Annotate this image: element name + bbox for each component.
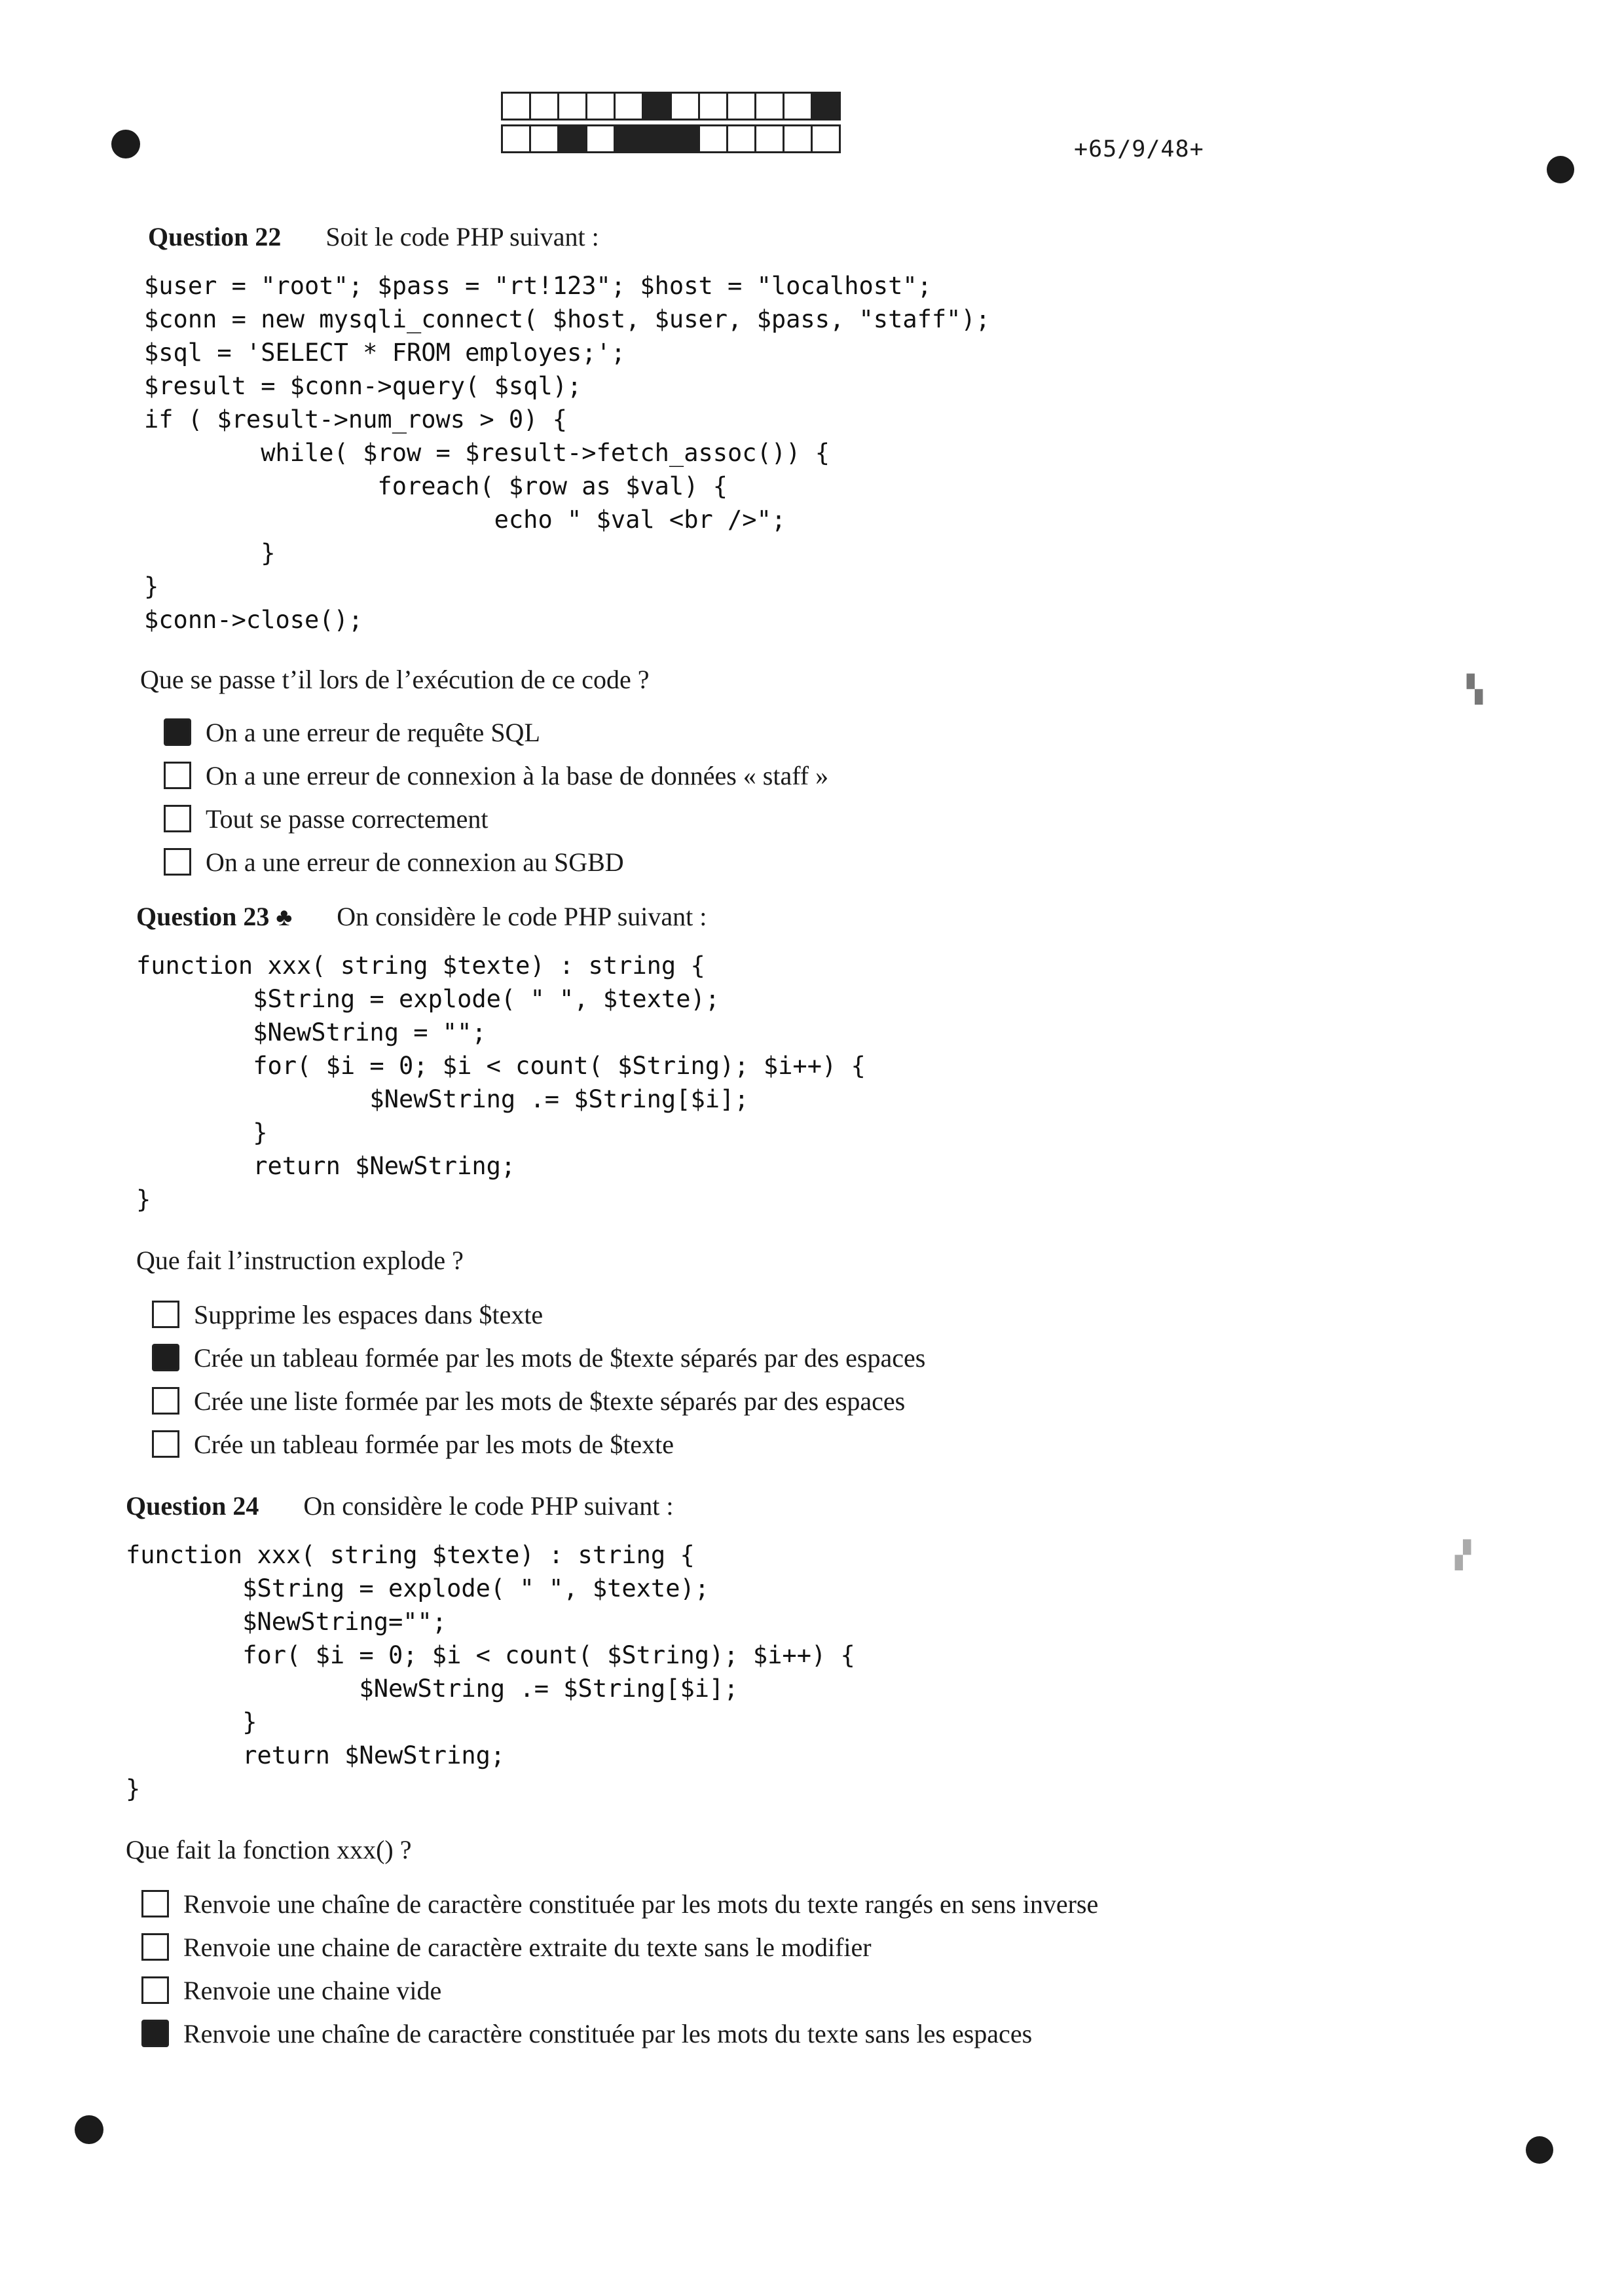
question-title: Question 24 <box>126 1491 259 1521</box>
checkbox[interactable] <box>164 718 191 746</box>
question-22 <box>140 221 1523 883</box>
answer-choice[interactable] <box>123 1969 1501 2012</box>
question-23 <box>136 901 1511 1466</box>
question-header <box>126 1491 1501 1521</box>
barcode-cell <box>698 124 728 153</box>
barcode-cell <box>614 92 644 120</box>
answer-label: Renvoie une chaine vide <box>183 1975 442 2005</box>
answer-choice[interactable] <box>134 1422 1511 1466</box>
answer-list <box>134 1293 1511 1466</box>
question-header <box>136 901 1511 932</box>
barcode-cell <box>726 92 756 120</box>
answer-choice[interactable] <box>145 711 1523 754</box>
checkbox[interactable] <box>152 1344 179 1371</box>
question-header <box>148 221 1523 252</box>
corner-mark-top-right <box>1547 156 1574 183</box>
answer-choice[interactable] <box>134 1336 1511 1379</box>
scan-speck: ▚ <box>1467 675 1483 705</box>
barcode-cell <box>585 92 616 120</box>
barcode-cell <box>726 124 756 153</box>
answer-label: Renvoie une chaîne de caractère constituée par les mots du texte rangés en sens inverse <box>183 1889 1099 1919</box>
barcode-cell <box>557 92 587 120</box>
corner-mark-bottom-left <box>75 2115 103 2144</box>
exam-id: +65/9/48+ <box>1074 136 1204 162</box>
barcode-cell <box>783 92 813 120</box>
barcode-cell <box>585 124 616 153</box>
barcode-cell <box>811 92 841 120</box>
answer-label: Renvoie une chaine de caractère extraite du texte sans le modifier <box>183 1932 872 1962</box>
question-24 <box>126 1491 1501 2055</box>
checkbox[interactable] <box>141 1890 169 1917</box>
answer-choice[interactable] <box>134 1379 1511 1422</box>
answer-label: Tout se passe correctement <box>206 804 489 834</box>
barcode-cell <box>529 124 559 153</box>
answer-list <box>145 711 1523 883</box>
barcode-cell <box>614 124 644 153</box>
checkbox[interactable] <box>152 1387 179 1415</box>
question-prompt: Que fait la fonction xxx() ? <box>126 1835 412 1864</box>
answer-label: Renvoie une chaîne de caractère constituée par les mots du texte sans les espaces <box>183 2018 1033 2048</box>
barcode-top <box>503 92 841 120</box>
barcode-cell <box>557 124 587 153</box>
answer-choice[interactable] <box>145 797 1523 840</box>
scan-speck: ▞ <box>1455 1540 1471 1570</box>
barcode-cell <box>642 124 672 153</box>
answer-choice[interactable] <box>145 754 1523 797</box>
barcode-cell <box>754 92 784 120</box>
code-block: function xxx( string $texte) : string { $String = explode( " ", $texte); $NewString = ""; for( $i = 0; $i < count( $String); $i++) { $NewString .= $String[$i]; } return $NewString; } <box>136 952 866 1213</box>
answer-label: On a une erreur de requête SQL <box>206 717 540 747</box>
question-prompt: Que se passe t’il lors de l’exécution de ce code ? <box>140 665 650 694</box>
answer-label: On a une erreur de connexion au SGBD <box>206 847 624 877</box>
barcode-cell <box>670 92 700 120</box>
answer-choice[interactable] <box>123 2012 1501 2055</box>
club-icon: ♣ <box>276 904 293 931</box>
checkbox[interactable] <box>152 1430 179 1458</box>
answer-label: On a une erreur de connexion à la base de données « staff » <box>206 760 829 790</box>
barcode-cell <box>698 92 728 120</box>
corner-mark-bottom-right <box>1526 2136 1553 2164</box>
answer-choice[interactable] <box>134 1293 1511 1336</box>
question-title: Question 23 ♣ <box>136 902 293 931</box>
checkbox[interactable] <box>141 1933 169 1961</box>
answer-label: Supprime les espaces dans $texte <box>194 1299 544 1329</box>
checkbox[interactable] <box>141 2020 169 2047</box>
answer-list <box>123 1882 1501 2055</box>
answer-label: Crée un tableau formée par les mots de $texte <box>194 1429 674 1459</box>
checkbox[interactable] <box>164 805 191 832</box>
barcode-cell <box>529 92 559 120</box>
question-intro: On considère le code PHP suivant : <box>337 902 707 931</box>
barcode-cell <box>783 124 813 153</box>
checkbox[interactable] <box>141 1976 169 2004</box>
answer-label: Crée un tableau formée par les mots de $texte séparés par des espaces <box>194 1342 926 1373</box>
checkbox[interactable] <box>152 1301 179 1328</box>
answer-choice[interactable] <box>145 840 1523 883</box>
barcode-cell <box>754 124 784 153</box>
corner-mark-top-left <box>111 130 140 158</box>
checkbox[interactable] <box>164 762 191 789</box>
answer-choice[interactable] <box>123 1925 1501 1969</box>
question-intro: Soit le code PHP suivant : <box>325 222 599 251</box>
answer-label: Crée une liste formée par les mots de $texte séparés par des espaces <box>194 1386 906 1416</box>
checkbox[interactable] <box>164 848 191 876</box>
barcode-cell <box>811 124 841 153</box>
code-block: function xxx( string $texte) : string { $String = explode( " ", $texte); $NewString=""; for( $i = 0; $i < count( $String); $i++) { $NewString .= $String[$i]; } return $NewString; } <box>126 1541 855 1803</box>
barcode-cell <box>501 92 531 120</box>
question-intro: On considère le code PHP suivant : <box>303 1491 674 1521</box>
code-block: $user = "root"; $pass = "rt!123"; $host = "localhost"; $conn = new mysqli_connect( $host, $user, $pass, "staff"); $sql = 'SELECT * FROM employes;'; $result = $conn->query( $sql); if ( $result->num_rows > 0) { while( $row = $result->fetch_assoc()) { foreach( $row as $val) { echo " $val <br />"; } } $conn->close(); <box>144 272 991 634</box>
barcode-cell <box>642 92 672 120</box>
question-title: Question 22 <box>148 222 282 251</box>
question-prompt: Que fait l’instruction explode ? <box>136 1246 464 1275</box>
answer-choice[interactable] <box>123 1882 1501 1925</box>
barcode-cell <box>670 124 700 153</box>
barcode-cell <box>501 124 531 153</box>
barcode-bottom <box>503 124 841 153</box>
